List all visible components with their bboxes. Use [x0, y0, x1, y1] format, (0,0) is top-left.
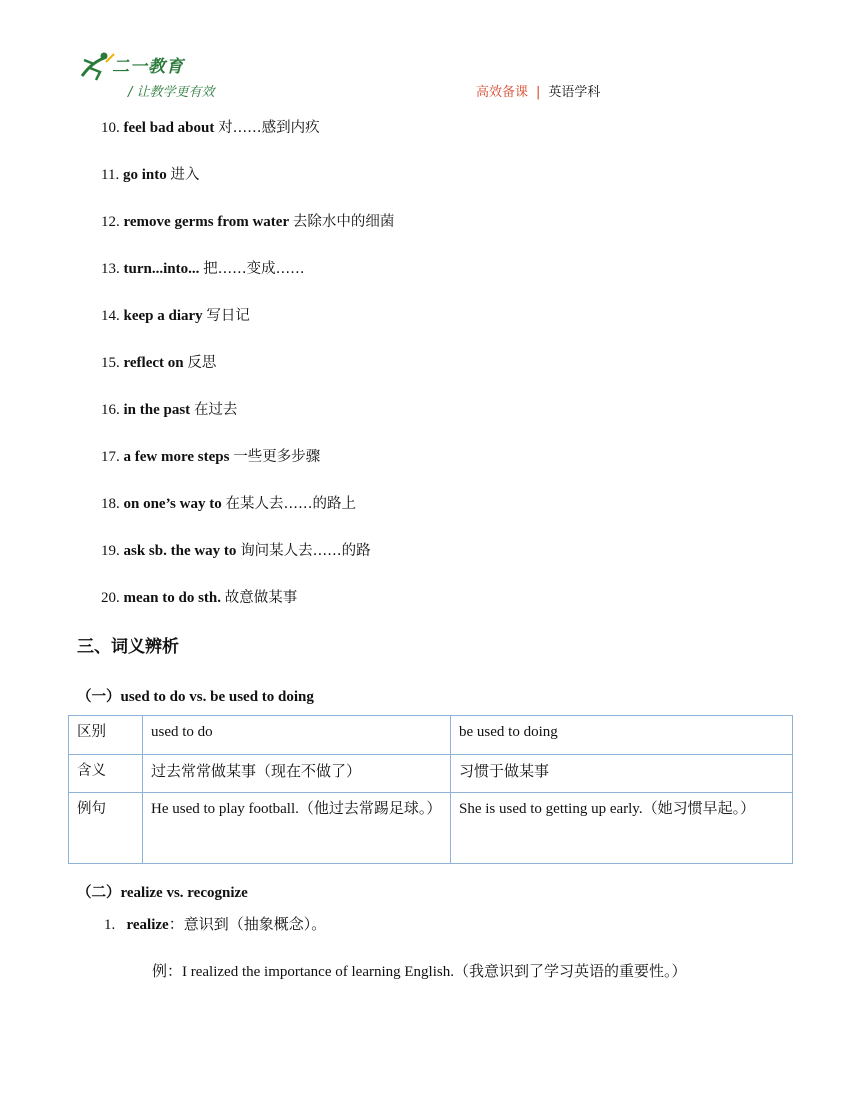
header-separator: | — [536, 85, 541, 100]
table-row — [69, 755, 793, 793]
phrase-item: 10. feel bad about 对……感到内疚 — [101, 120, 320, 136]
slogan: / 让教学更有效 — [128, 85, 215, 100]
header-subject — [476, 81, 600, 100]
table-cell: be used to doing — [451, 716, 793, 755]
table-cell: used to do — [143, 716, 451, 755]
table-cell: 区别 — [69, 716, 143, 755]
table-cell: He used to play football.（他过去常踢足球。） — [143, 793, 451, 864]
table-cell: She is used to getting up early.（她习惯早起。） — [451, 793, 793, 864]
phrase-item: 18. on one’s way to 在某人去……的路上 — [101, 496, 356, 512]
table-row — [69, 716, 793, 755]
example-sentence: 例：I realized the importance of learning English.（我意识到了学习英语的重要性。） — [152, 964, 687, 980]
table-row — [69, 793, 793, 864]
table-cell: 例句 — [69, 793, 143, 864]
section-title: 三、词义辨析 — [77, 637, 179, 657]
phrase-item: 20. mean to do sth. 故意做某事 — [101, 590, 298, 606]
phrase-item: 15. reflect on 反思 — [101, 355, 217, 371]
table-cell: 含义 — [69, 755, 143, 793]
phrase-item: 12. remove germs from water 去除水中的细菌 — [101, 214, 395, 230]
phrase-item: 14. keep a diary 写日记 — [101, 308, 250, 324]
table-cell: 过去常常做某事（现在不做了） — [143, 755, 451, 793]
phrase-item: 17. a few more steps 一些更多步骤 — [101, 449, 321, 465]
phrase-item: 19. ask sb. the way to 询问某人去……的路 — [101, 543, 371, 559]
logo-text: 二一教育 — [112, 57, 184, 77]
phrase-item: 13. turn...into... 把……变成…… — [101, 261, 305, 277]
comparison-table — [68, 715, 793, 864]
header-tag-prep: 高效备课 — [476, 85, 529, 100]
phrase-item: 16. in the past 在过去 — [101, 402, 238, 418]
subsection-title-1: （一）used to do vs. be used to doing — [77, 689, 314, 705]
header-tag-subject: 英语学科 — [548, 85, 601, 100]
page-header — [0, 0, 860, 110]
phrase-item: 11. go into 进入 — [101, 167, 200, 183]
table-cell: 习惯于做某事 — [451, 755, 793, 793]
subsection-title-2: （二）realize vs. recognize — [77, 885, 248, 901]
list-item: 1. realize：意识到（抽象概念）。 — [104, 915, 327, 933]
